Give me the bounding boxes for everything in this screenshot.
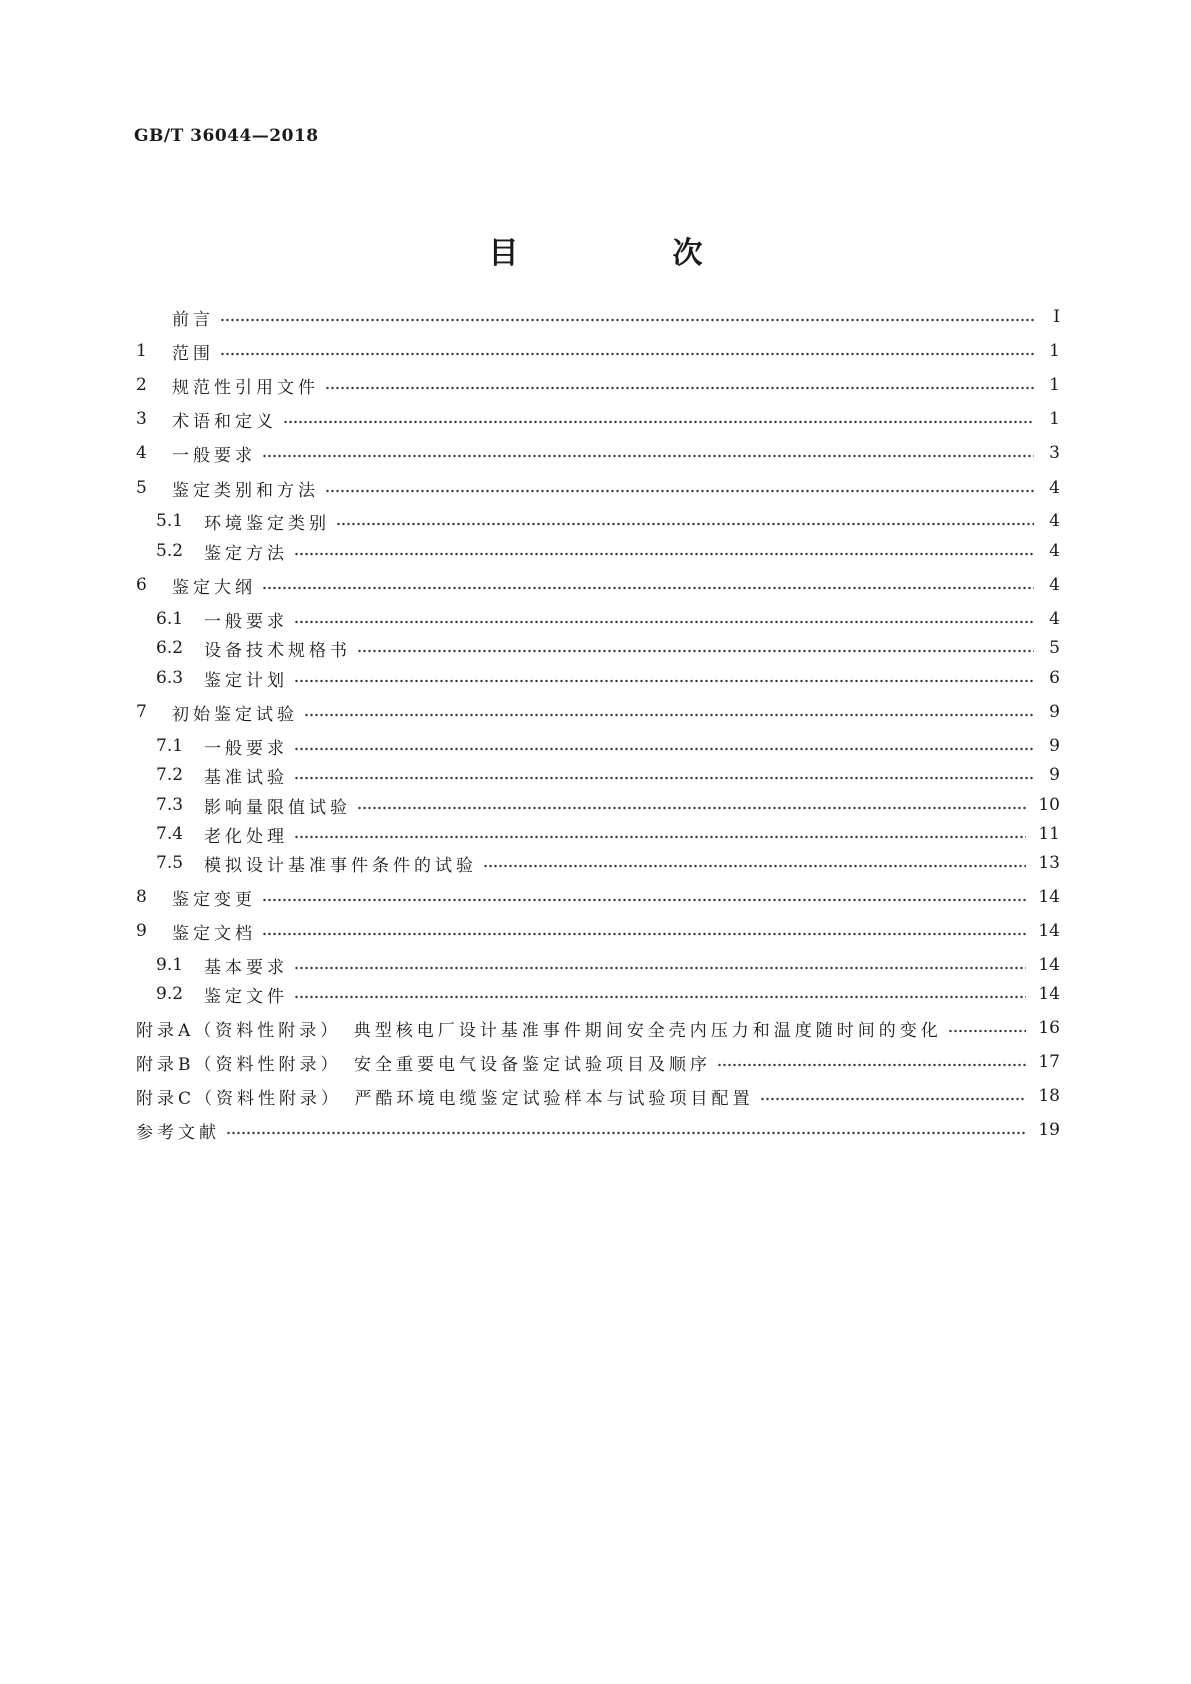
toc-entry-page: 4 xyxy=(1049,575,1060,595)
toc-subentry[interactable] xyxy=(156,508,1060,534)
toc-entry[interactable] xyxy=(136,440,1060,466)
toc-entry-title: 鉴定计划 xyxy=(204,670,288,691)
toc-entry-page: 4 xyxy=(1049,609,1060,629)
toc-entry-title: 鉴定大纲 xyxy=(172,577,256,598)
toc-entry-number: 9.1 xyxy=(156,955,184,975)
toc-entry-title: 附录B（资料性附录） 安全重要电气设备鉴定试验项目及顺序 xyxy=(136,1054,711,1075)
toc-subentry[interactable] xyxy=(156,635,1060,661)
toc-entry[interactable] xyxy=(136,1117,1060,1143)
toc-entry-title: 前言 xyxy=(172,309,214,330)
toc-entry-number: 7.4 xyxy=(156,824,184,844)
toc-entry-page: 3 xyxy=(1049,443,1060,463)
dot-leader xyxy=(325,386,1034,390)
toc-entry-title: 鉴定类别和方法 xyxy=(172,480,319,501)
toc-entry-number: 5.1 xyxy=(156,511,184,531)
toc-entry[interactable] xyxy=(136,406,1060,432)
toc-entry[interactable] xyxy=(136,572,1060,598)
toc-entry-number: 3 xyxy=(136,409,147,429)
dot-leader xyxy=(948,1029,1027,1033)
toc-entry-title: 规范性引用文件 xyxy=(172,377,319,398)
toc-subentry[interactable] xyxy=(156,606,1060,632)
toc-entry-title: 基本要求 xyxy=(204,957,288,978)
toc-entry-title: 范围 xyxy=(172,343,214,364)
dot-leader xyxy=(336,522,1034,526)
dot-leader xyxy=(294,835,1026,839)
dot-leader xyxy=(262,932,1026,936)
toc-entry-page: 14 xyxy=(1038,984,1060,1004)
toc-subentry[interactable] xyxy=(156,981,1060,1007)
toc-entry-page: 14 xyxy=(1038,955,1060,975)
toc-entry-title: 模拟设计基准事件条件的试验 xyxy=(204,855,477,876)
dot-leader xyxy=(226,1131,1026,1135)
toc-entry-title: 附录A（资料性附录） 典型核电厂设计基准事件期间安全壳内压力和温度随时间的变化 xyxy=(136,1020,942,1041)
toc-entry-title: 初始鉴定试验 xyxy=(172,704,298,725)
toc-subentry[interactable] xyxy=(156,952,1060,978)
toc-entry-title: 术语和定义 xyxy=(172,411,277,432)
toc-entry-page: 1 xyxy=(1049,409,1060,429)
toc-entry-number: 6.2 xyxy=(156,638,184,658)
toc-title: 目 次 xyxy=(488,236,765,271)
dot-leader xyxy=(717,1063,1026,1067)
toc-entry-number: 7.3 xyxy=(156,795,184,815)
toc-entry-page: 9 xyxy=(1049,736,1060,756)
toc-entry-page: 19 xyxy=(1038,1120,1060,1140)
toc-entry[interactable] xyxy=(136,475,1060,501)
dot-leader xyxy=(294,620,1034,624)
toc-entry-number: 7 xyxy=(136,702,147,722)
toc-entry-title: 老化处理 xyxy=(204,826,288,847)
toc-subentry[interactable] xyxy=(156,665,1060,691)
toc-entry-page: 10 xyxy=(1038,795,1060,815)
toc-entry-title: 一般要求 xyxy=(204,738,288,759)
toc-entry-title: 一般要求 xyxy=(172,445,256,466)
toc-entry-page: 4 xyxy=(1049,478,1060,498)
toc-appendix-entry[interactable] xyxy=(136,1015,1060,1041)
toc-entry-number: 1 xyxy=(136,341,147,361)
toc-entry-title: 鉴定方法 xyxy=(204,543,288,564)
toc-entry-page: 13 xyxy=(1038,853,1060,873)
toc-entry-number: 5.2 xyxy=(156,541,184,561)
dot-leader xyxy=(357,806,1026,810)
toc-entry-page: 4 xyxy=(1049,511,1060,531)
toc-entry-number: 9.2 xyxy=(156,984,184,1004)
toc-entry-title: 鉴定文档 xyxy=(172,923,256,944)
toc-entry-number: 8 xyxy=(136,887,147,907)
toc-entry-title: 基准试验 xyxy=(204,767,288,788)
toc-entry-page: Ⅰ xyxy=(1053,307,1060,327)
dot-leader xyxy=(294,995,1026,999)
toc-entry-page: 1 xyxy=(1049,375,1060,395)
toc-entry-number: 6 xyxy=(136,575,147,595)
toc-entry-title: 附录C（资料性附录） 严酷环境电缆鉴定试验样本与试验项目配置 xyxy=(136,1088,754,1109)
toc-entry-number: 5 xyxy=(136,478,147,498)
toc-entry-title: 鉴定文件 xyxy=(204,986,288,1007)
toc-entry[interactable] xyxy=(136,304,1060,330)
toc-entry-page: 1 xyxy=(1049,341,1060,361)
toc-subentry[interactable] xyxy=(156,792,1060,818)
dot-leader xyxy=(262,454,1034,458)
dot-leader xyxy=(220,318,1034,322)
dot-leader xyxy=(294,776,1034,780)
toc-entry-title: 环境鉴定类别 xyxy=(204,513,330,534)
toc-entry-title: 参考文献 xyxy=(136,1122,220,1143)
toc-appendix-entry[interactable] xyxy=(136,1049,1060,1075)
toc-entry-page: 14 xyxy=(1038,921,1060,941)
toc-appendix-entry[interactable] xyxy=(136,1083,1060,1109)
toc-entry-number: 6.3 xyxy=(156,668,184,688)
toc-subentry[interactable] xyxy=(156,538,1060,564)
dot-leader xyxy=(294,966,1026,970)
dot-leader xyxy=(262,586,1034,590)
toc-entry[interactable] xyxy=(136,372,1060,398)
toc-subentry[interactable] xyxy=(156,733,1060,759)
toc-entry-title: 影响量限值试验 xyxy=(204,797,351,818)
dot-leader xyxy=(220,352,1034,356)
toc-entry-title: 设备技术规格书 xyxy=(204,640,351,661)
toc-entry-page: 6 xyxy=(1049,668,1060,688)
dot-leader xyxy=(294,552,1034,556)
toc-entry-number: 7.2 xyxy=(156,765,184,785)
toc-entry-page: 5 xyxy=(1049,638,1060,658)
toc-entry-number: 6.1 xyxy=(156,609,184,629)
toc-entry-page: 18 xyxy=(1038,1086,1060,1106)
toc-subentry[interactable] xyxy=(156,850,1060,876)
toc-entry-page: 14 xyxy=(1038,887,1060,907)
dot-leader xyxy=(325,489,1034,493)
toc-entry-number: 2 xyxy=(136,375,147,395)
toc-entry-page: 9 xyxy=(1049,702,1060,722)
dot-leader xyxy=(760,1097,1027,1101)
dot-leader xyxy=(283,420,1034,424)
toc-entry-number: 4 xyxy=(136,443,147,463)
dot-leader xyxy=(304,713,1034,717)
toc-subentry[interactable] xyxy=(156,762,1060,788)
dot-leader xyxy=(357,649,1034,653)
dot-leader xyxy=(483,864,1026,868)
toc-entry[interactable] xyxy=(136,338,1060,364)
dot-leader xyxy=(294,679,1034,683)
toc-entry-page: 17 xyxy=(1038,1052,1060,1072)
toc-entry-title: 鉴定变更 xyxy=(172,889,256,910)
toc-entry-title: 一般要求 xyxy=(204,611,288,632)
toc-entry-page: 9 xyxy=(1049,765,1060,785)
standard-code: GB/T 36044—2018 xyxy=(134,126,319,146)
toc-entry-number: 7.1 xyxy=(156,736,184,756)
toc-entry-page: 11 xyxy=(1038,824,1060,844)
toc-entry[interactable] xyxy=(136,884,1060,910)
dot-leader xyxy=(294,747,1034,751)
toc-entry-page: 4 xyxy=(1049,541,1060,561)
toc-entry-number: 7.5 xyxy=(156,853,184,873)
toc-subentry[interactable] xyxy=(156,821,1060,847)
toc-entry-number: 9 xyxy=(136,921,147,941)
dot-leader xyxy=(262,898,1026,902)
toc-entry[interactable] xyxy=(136,918,1060,944)
toc-entry-page: 16 xyxy=(1038,1018,1060,1038)
toc-entry[interactable] xyxy=(136,699,1060,725)
